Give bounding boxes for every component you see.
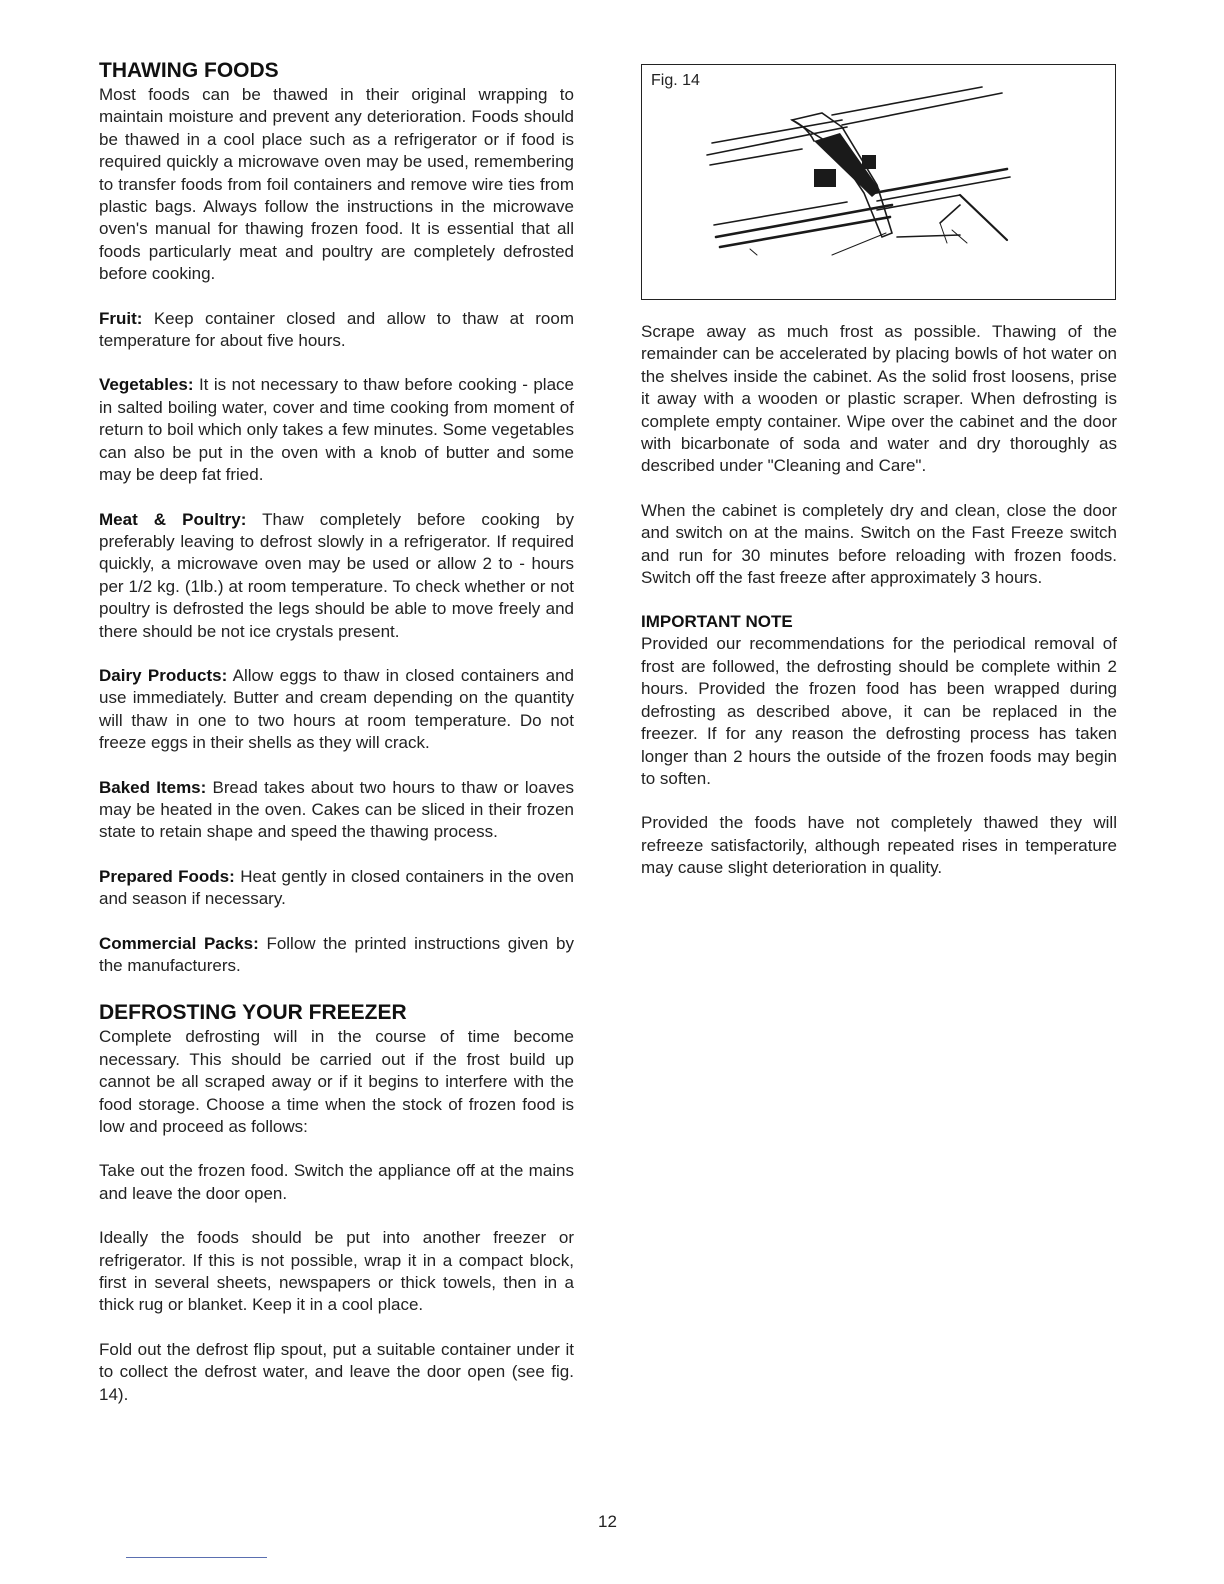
- page-number: 12: [598, 1512, 617, 1531]
- scrape-paragraph: Scrape away as much frost as possible. Thawing of the remainder can be accelerated by placing bowls of hot water on the shelves inside the cabinet. As the solid frost loosens, prise it away with a wooden or plastic scraper. When defrosting is complete empty container. Wipe over the cabinet and the door with bicarbonate of soda and water and dry thoroughly as described under "Cleaning and Care".: [641, 322, 1117, 476]
- prepared-foods-term: Prepared Foods:: [99, 866, 235, 886]
- defrost-spout-illustration: [642, 65, 1117, 301]
- right-column: [641, 321, 1117, 902]
- defrosting-paragraph-1: Complete defrosting will in the course of time become necessary. This should be carried out if the frost build up cannot be all scraped away or if it begins to interfere with the food storage. Choose a time when the stock of frozen food is low and proceed as follows:: [99, 1027, 574, 1137]
- commercial-packs-term: Commercial Packs:: [99, 933, 259, 953]
- important-note-paragraph-1: Provided our recommendations for the periodical removal of frost are followed, the defrosting should be complete within 2 hours. Provided the frozen food has been wrapped during defrosting as described above, it can be replaced in the freezer. If for any reason the defrosting process has taken longer than 2 hours the outside of the frozen foods may begin to soften.: [641, 634, 1117, 788]
- fruit-paragraph: Fruit: Keep container closed and allow to thaw at room temperature for about five hours.: [99, 308, 574, 351]
- thawing-intro: Most foods can be thawed in their original wrapping to maintain moisture and prevent any deterioration. Foods should be thawed in a cool place such as a refrigerator or if food is required quickly a microwave oven may be used, remembering to transfer foods from foil containers and remove wire ties from plastic bags. Always follow the instructions in the microwave oven's manual for thawing frozen food. It is essential that all foods particularly meat and poultry are completely defrosted before cooking.: [99, 85, 574, 284]
- thawing-foods-heading: THAWING FOODS: [99, 59, 279, 82]
- vegetables-term: Vegetables:: [99, 375, 194, 395]
- commercial-packs-paragraph: Commercial Packs: Follow the printed instructions given by the manufacturers.: [99, 933, 574, 975]
- meat-poultry-term: Meat & Poultry:: [99, 509, 247, 529]
- defrosting-paragraph-4: Fold out the defrost flip spout, put a suitable container under it to collect the defrost water, and leave the door open (see fig. 14).: [99, 1339, 574, 1404]
- important-note-heading: IMPORTANT NOTE: [641, 612, 793, 632]
- baked-items-paragraph: Baked Items: Bread takes about two hours to thaw or loaves may be heated in the oven. Cakes can be sliced in their frozen state to retain shape and speed the thawing process.: [99, 777, 574, 842]
- defrosting-heading: DEFROSTING YOUR FREEZER: [99, 1001, 407, 1025]
- figure-label: Fig. 14: [651, 72, 700, 89]
- important-note-paragraph-2: Provided the foods have not completely thawed they will refreeze satisfactorily, although repeated rises in temperature may cause slight deterioration in quality.: [641, 813, 1117, 878]
- vegetables-paragraph: Vegetables: It is not necessary to thaw before cooking - place in salted boiling water, cover and time cooking from moment of return to boil which only takes a few minutes. Some vegetables can also be put in the oven with a knob of butter and some may be deep fat fried.: [99, 375, 574, 485]
- meat-poultry-paragraph: Meat & Poultry: Thaw completely before cooking by preferably leaving to defrost slowly in a refrigerator. If required quickly, a microwave oven may be used or allow 2 to - hours per 1/2 kg. (1lb.) at room temperature. To check whether or not poultry is defrosted the legs should be able to move freely and there should be not ice crystals present.: [99, 509, 574, 641]
- defrosting-paragraph-3: Ideally the foods should be put into another freezer or refrigerator. If this is not possible, wrap it in a compact block, first in several sheets, newspapers or thick towels, then in a thick rug or blanket. Keep it in a cool place.: [99, 1228, 574, 1315]
- left-column: [99, 58, 574, 1428]
- figure-14: [641, 64, 1116, 300]
- prepared-foods-paragraph: Prepared Foods: Heat gently in closed containers in the oven and season if necessary.: [99, 866, 574, 909]
- dairy-products-paragraph: Dairy Products: Allow eggs to thaw in closed containers and use immediately. Butter and cream depending on the quantity will thaw in one to two hours at room temperature. Do not freeze eggs in their shells as they will crack.: [99, 665, 574, 753]
- dairy-products-term: Dairy Products:: [99, 665, 228, 685]
- cabinet-dry-paragraph: When the cabinet is completely dry and clean, close the door and switch on at the mains. Switch on the Fast Freeze switch and run for 30 minutes before reloading with frozen foods. Switch off the fast freeze after approximately 3 hours.: [641, 500, 1117, 588]
- footer-rule: [126, 1557, 267, 1558]
- baked-items-term: Baked Items:: [99, 777, 207, 797]
- fruit-term: Fruit:: [99, 308, 143, 328]
- defrosting-paragraph-2: Take out the frozen food. Switch the appliance off at the mains and leave the door open.: [99, 1161, 574, 1203]
